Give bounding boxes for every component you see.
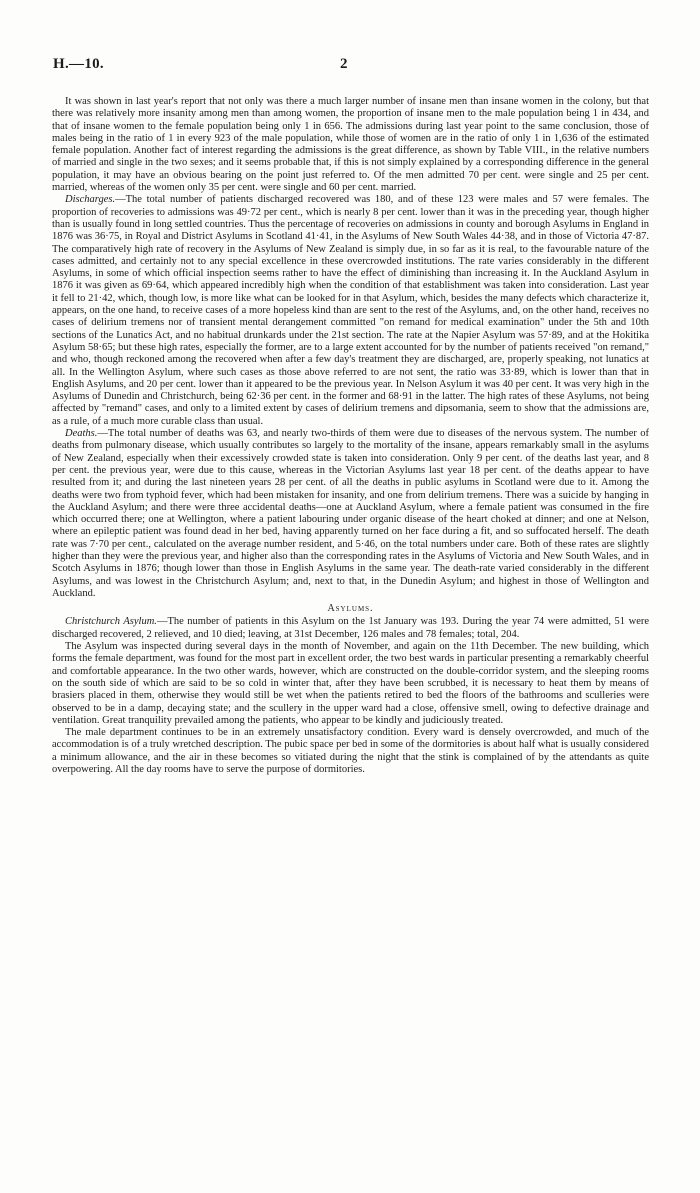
section-heading-asylums: Asylums. bbox=[327, 603, 374, 615]
paragraph-inspection bbox=[52, 641, 649, 727]
paragraph-text: —The number of patients in this Asylum on the 1st January was 193. During the year 74 were admitted, 51 were discharged recovered, 2 relieved, and 10 died; leaving, at 31st December, 126 males and 78 females; total, 204. bbox=[52, 616, 650, 640]
paragraph-lead: Christchurch Asylum. bbox=[65, 616, 157, 628]
document-reference: H.—10. bbox=[53, 56, 104, 72]
paragraph-discharges bbox=[52, 194, 649, 428]
paragraph-deaths bbox=[52, 428, 649, 600]
paragraph-text: —The total number of deaths was 63, and nearly two-thirds of them were due to diseases of the nervous system. The number of deaths from pulmonary disease, which usually contributes so largely to the mortality of the insane, appears remarkably small in the asylums of New Zealand, especially when their excessively crowded state is taken into consideration. Only 9 per cent. of the deaths last year, and 8 per cent. the previous year, were due to this cause, whereas in the Victorian Asylums last year 18 per cent. of the deaths appear to have resulted from it; and during the last nineteen years 28 per cent. of all the deaths in public asylums in Scotland were due to it. Among the deaths were two from typhoid fever, which had been mistaken for insanity, and one from delirium tremens. There was a suicide by hanging in the Auckland Asylum; and there were three accidental deaths—one at Auckland Asylum, where a female patient was consumed in the fire which occurred there; one at Wellington, where a patient labouring under organic disease of the heart choked at dinner; and one at Nelson, where an epileptic patient was found dead in her bed, having apparently turned on her face during a fit, and so suffocated herself. The death rate was 7·70 per cent., calculated on the average number resident, and 5·46, on the total numbers under care. Both of these rates are slightly higher than they were the previous year, and higher also than the corresponding rates in the Asylums of Victoria and New South Wales, and in Scotch Asylums in 1876; though lower than those in English Asylums in the same year. The death-rate varied considerably in the different Asylums, and was lowest in the Christchurch Asylum; and, next to that, in the Dunedin Asylum; and highest in those of Wellington and Auckland. bbox=[52, 428, 649, 599]
paragraph-insanity-ratios bbox=[52, 96, 649, 194]
paragraph-male-department bbox=[52, 727, 649, 776]
paragraph-lead: Discharges. bbox=[65, 194, 116, 206]
paragraph-text: —The total number of patients discharged recovered was 180, and of these 123 were males and 57 were females. The proportion of recoveries to admissions was 49·72 per cent., which is nearly 8 per cent. lower than it was in the preceding year, though higher than is usually found in long settled countries. Thus the percentage of recoveries on admissions in county and borough Asylums in England in 1876 was 36·75, in Royal and District Asylums in Scotland 41·41, in the Asylums of New South Wales 44·38, and in those of Victoria 47·87. The comparatively high rate of recovery in the Asylums of New Zealand is simply due, in so far as it is real, to the favourable nature of the cases admitted, and certainly not to any special excellence in these overcrowded institutions. The rate varies considerably in the different Asylums, in some of which official inspection seems rather to have the effect of diminishing than increasing it. In the Auckland Asylum in 1876 it was given as 69·64, which appeared incredibly high when the condition of that establishment was taken into consideration. Last year it fell to 21·42, which, though low, is more like what can be looked for in that Asylum, which, besides the many defects which characterize it, appears, on the one hand, to receive cases of a more hopeless kind than are sent to the rest of the Asylums, and, on the other hand, receives no cases of delirium tremens nor of transient mental derangement committed "on remand for medical examination" under the 5th and 10th sections of the Lunatics Act, and no habitual drunkards under the 21st section. The rate at the Napier Asylum was 57·89, and at the Hokitika Asylum 58·65; but these high rates, especially the former, are to a large extent accounted for by the number of patients received "on remand," and who, though reckoned among the recovered when after a few day's treatment they are discharged, are, properly speaking, not lunatics at all. In the Wellington Asylum, where such cases as those above referred to are not sent, the ratio was 33·89, which is lower than that in English Asylums, and 20 per cent. lower than it appeared to be the previous year. In Nelson Asylum it was 40 per cent. It was very high in the Asylums of Dunedin and Christchurch, being 62·36 per cent. in the former and 68·91 in the latter. The high rates of these Asylums, not being affected by "remand" cases, and only to a limited extent by cases of delirium tremens and dipsomania, seem to show that the admissions are, as a rule, of a much more curable class than usual. bbox=[52, 194, 649, 427]
paragraph-text: It was shown in last year's report that not only was there a much larger number of insane men than insane women in the colony, but that there was relatively more insanity among men than among women, the proportion of insane men to the male population being 1 in 434, and that of insane women to the female population being only 1 in 656. The admissions during last year point to the same conclusion, those of males being in the ratio of 1 in every 923 of the male population, while those of women are in the ratio of only 1 in 1,636 of the estimated female population. Another fact of interest regarding the admissions is the great difference, as shown by Table VIII., in the relative numbers of married and single in the two sexes; and it seems probable that, if this is not simply explained by a corresponding difference in the general population, it may have an obvious bearing on the point just referred to. Of the men admitted 70 per cent. were single and 25 per cent. married, whereas of the women only 35 per cent. were single and 60 per cent. married. bbox=[52, 96, 649, 194]
paragraph-christchurch-asylum bbox=[52, 616, 649, 641]
paragraph-text: The male department continues to be in an extremely unsatisfactory condition. Every ward is densely overcrowded, and much of the accommodation is of a truly wretched description. The pubic space per bed in some of the dormitories is about half what is usually considered a minimum allowance, and the air in these becomes so vitiated during the night that the stink is complained of by the attendants as quite overpowering. All the day rooms have to serve the purpose of dormitories. bbox=[52, 727, 649, 776]
report-body bbox=[52, 96, 649, 776]
running-header bbox=[53, 56, 653, 74]
page-number: 2 bbox=[340, 56, 348, 72]
paragraph-text: The Asylum was inspected during several days in the month of November, and again on the 11th December. The new building, which forms the female department, was found for the most part in excellent order, the two best wards in particular presenting a remarkably cheerful and comfortable appearance. In the two other wards, however, which are constructed on the double-corridor system, and the sleeping rooms on the south side of which are said to be so cold in winter that, after they have been scrubbed, it is necessary to heat them by means of brasiers placed in them, otherwise they would still be wet when the patients retired to bed the floors of the bathrooms and sculleries were observed to be in a damp, decaying state; and the scullery in the upper ward had a close, offensive smell, owing to defective drainage and ventilation. Great tranquility prevailed among the patients, who appear to be kindly and judiciously treated. bbox=[52, 641, 649, 726]
paragraph-lead: Deaths. bbox=[65, 428, 98, 440]
